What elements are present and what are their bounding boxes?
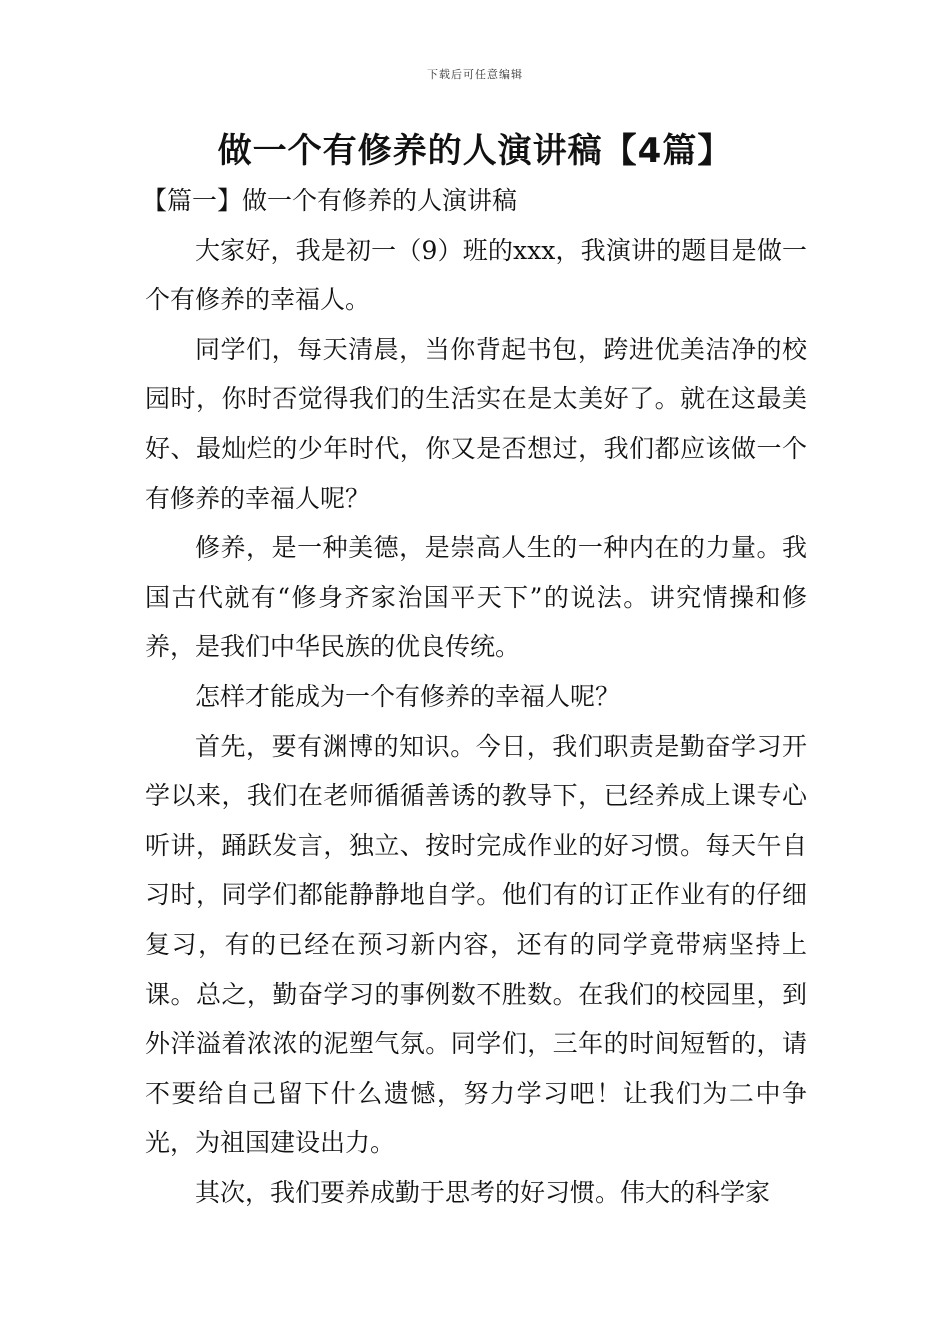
header-note: 下载后可任意编辑 xyxy=(427,68,523,81)
paragraph-2: 同学们，每天清晨，当你背起书包，跨进优美洁净的校园时，你时否觉得我们的生活实在是太美好了。就在这最美好、最灿烂的少年时代，你又是否想过，我们都应该做一个有修养的幸福人呢？ xyxy=(145,334,807,513)
paragraph-6: 其次，我们要养成勤于思考的好习惯。伟大的科学家 xyxy=(195,1177,771,1207)
paragraph-5: 首先，要有渊博的知识。今日，我们职责是勤奋学习开学以来，我们在老师循循善诱的教导下，已经养成上课专心听讲，踊跃发言，独立、按时完成作业的好习惯。每天午自习时，同学们都能静静地自学。他们有的订正作业有的仔细复习，有的已经在预习新内容，还有的同学竟带病坚持上课。总之，勤奋学习的事例数不胜数。在我们的校园里，到外洋溢着浓浓的泥塑气氛。同学们，三年的时间短暂的，请不要给自己留下什么遗憾，努力学习吧！让我们为二中争光，为祖国建设出力。 xyxy=(145,731,807,1158)
document-title: 做一个有修养的人演讲稿【4篇】 xyxy=(217,131,733,171)
paragraph-4: 怎样才能成为一个有修养的幸福人呢？ xyxy=(195,681,621,711)
paragraph-3: 修养，是一种美德，是崇高人生的一种内在的力量。我国古代就有“修身齐家治国平天下”的说法。讲究情操和修养，是我们中华民族的优良传统。 xyxy=(145,533,807,662)
paragraph-1: 大家好，我是初一（9）班的xxx，我演讲的题目是做一个有修养的幸福人。 xyxy=(145,235,807,315)
document-body xyxy=(142,176,807,1217)
section-heading: 【篇一】做一个有修养的人演讲稿 xyxy=(142,186,518,215)
